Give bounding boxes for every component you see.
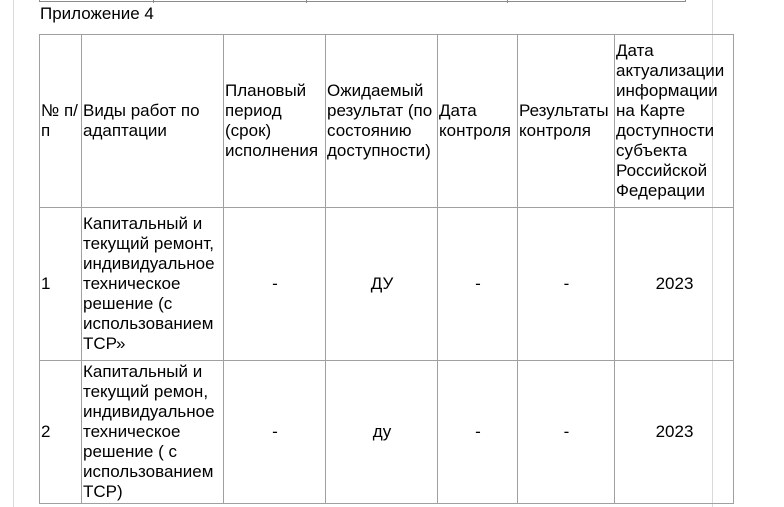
header-cell-work-type: Виды работ по адаптации <box>82 35 224 208</box>
page-margin-guide-left <box>13 0 14 507</box>
row-number-cell: 2 <box>40 361 82 504</box>
expected-result-cell: ДУ <box>326 208 438 361</box>
control-date-cell: - <box>438 361 518 504</box>
planned-period-cell: - <box>224 208 326 361</box>
adaptation-table <box>39 34 734 504</box>
table-header-row <box>40 35 734 208</box>
work-type-cell: Капитальный и текущий ремон, индивидуальное техническое решение ( с использованием ТСР) <box>82 361 224 504</box>
update-date-cell: 2023 <box>615 361 734 504</box>
header-cell-expected-result: Ожидаемый результат (по состоянию доступности) <box>326 35 438 208</box>
expected-result-cell: ду <box>326 361 438 504</box>
previous-table-fragment <box>39 0 686 2</box>
table-row <box>40 208 734 361</box>
header-cell-control-results: Результаты контроля <box>518 35 615 208</box>
control-result-cell: - <box>518 208 615 361</box>
header-cell-control-date: Дата контроля <box>438 35 518 208</box>
update-date-cell: 2023 <box>615 208 734 361</box>
control-result-cell: - <box>518 361 615 504</box>
planned-period-cell: - <box>224 361 326 504</box>
header-cell-number: № п/п <box>40 35 82 208</box>
table-row <box>40 361 734 504</box>
header-cell-update-date: Дата актуализации информации на Карте доступности субъекта Российской Федерации <box>615 35 734 208</box>
appendix-title: Приложение 4 <box>40 4 154 23</box>
header-cell-planned-period: Плановый период (срок) исполнения <box>224 35 326 208</box>
work-type-cell: Капитальный и текущий ремонт, индивидуальное техническое решение (с использованием ТСР» <box>82 208 224 361</box>
row-number-cell: 1 <box>40 208 82 361</box>
control-date-cell: - <box>438 208 518 361</box>
